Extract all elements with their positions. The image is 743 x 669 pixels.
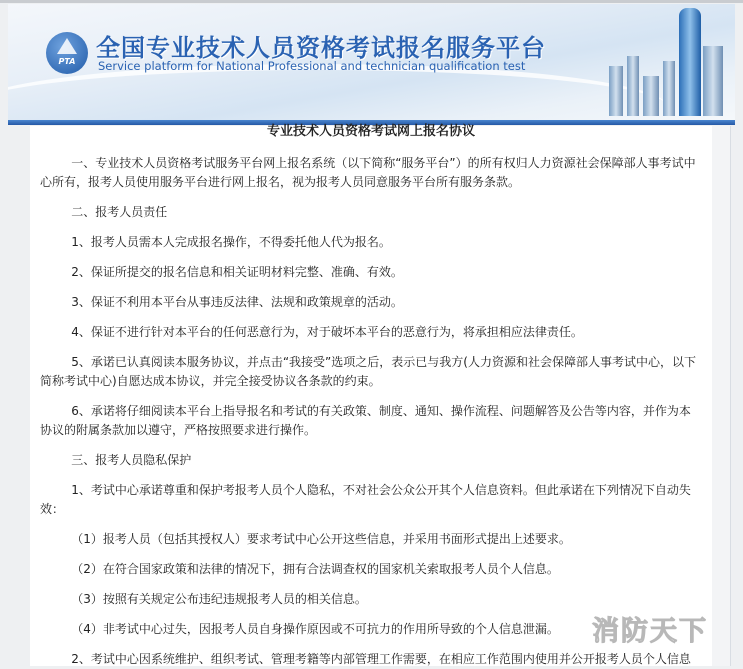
agreement-body (30, 154, 712, 669)
logo-text: PTA (58, 57, 76, 66)
section-heading: 三、报考人员隐私保护 (71, 453, 192, 467)
agreement-paragraph: （1）报考人员（包括其授权人）要求考试中心公开这些信息，并采用书面形式提出上述要求。 (71, 532, 571, 546)
agreement-paragraph: 5、承诺已认真阅读本服务协议，并点击“我接受”选项之后，表示已与我方(人力资源和社会保障部人事考试中心，以下简称考试中心)自愿达成本协议，并完全接受协议各条款的约束。 (40, 355, 696, 388)
agreement-paragraph: 2、考试中心因系统维护、组织考试、管理考籍等内部管理工作需要，在相应工作范围内使用并公开报考人员个人信息 (71, 652, 691, 666)
agreement-paragraph: 1、考试中心承诺尊重和保护考报考人员个人隐私，不对社会公众公开其个人信息资料。但此承诺在下列情况下自动失效： (40, 483, 691, 516)
agreement-paragraph: （2）在符合国家政策和法律的情况下，拥有合法调查权的国家机关索取报考人员个人信息。 (71, 562, 559, 576)
agreement-paragraph: 1、报考人员需本人完成报名操作，不得委托他人代为报名。 (71, 235, 391, 249)
section-heading: 二、报考人员责任 (71, 205, 168, 219)
agreement-paragraph: 6、承诺将仔细阅读本平台上指导报名和考试的有关政策、制度、通知、操作流程、问题解答及公告等内容，并作为本协议的附属条款加以遵守，严格按照要求进行操作。 (40, 404, 691, 437)
agreement-paragraph: （4）非考试中心过失，因报考人员自身操作原因或不可抗力的作用所导致的个人信息泄漏。 (71, 622, 559, 636)
agreement-paragraph: （3）按照有关规定公布违纪违规报考人员的相关信息。 (71, 592, 367, 606)
agreement-paragraph: 一、专业技术人员资格考试服务平台网上报名系统（以下简称“服务平台”）的所有权归人力资源社会保障部人事考试中心所有，报考人员使用服务平台进行网上报名，视为报考人员同意服务平台所有服务条款。 (40, 156, 696, 189)
site-title-en: Service platform for National Professional and technician qualification test (98, 59, 526, 73)
city-skyline-icon (599, 6, 729, 116)
agreement-paragraph: 4、保证不进行针对本平台的任何恶意行为，对于破坏本平台的恶意行为，将承担相应法律责任。 (71, 325, 583, 339)
top-border (0, 0, 743, 3)
agreement-paragraph: 3、保证不利用本平台从事违反法律、法规和政策规章的活动。 (71, 295, 403, 309)
watermark: 消防天下 (592, 616, 708, 647)
agreement-panel (30, 126, 712, 666)
agreement-title: 专业技术人员资格考试网上报名协议 (266, 124, 475, 139)
scrollbar-track[interactable] (712, 126, 731, 666)
pta-logo-icon (46, 32, 88, 74)
site-title-cn: 全国专业技术人员资格考试报名服务平台 (96, 34, 546, 62)
site-banner (8, 4, 735, 122)
agreement-paragraph: 2、保证所提交的报名信息和相关证明材料完整、准确、有效。 (71, 265, 403, 279)
